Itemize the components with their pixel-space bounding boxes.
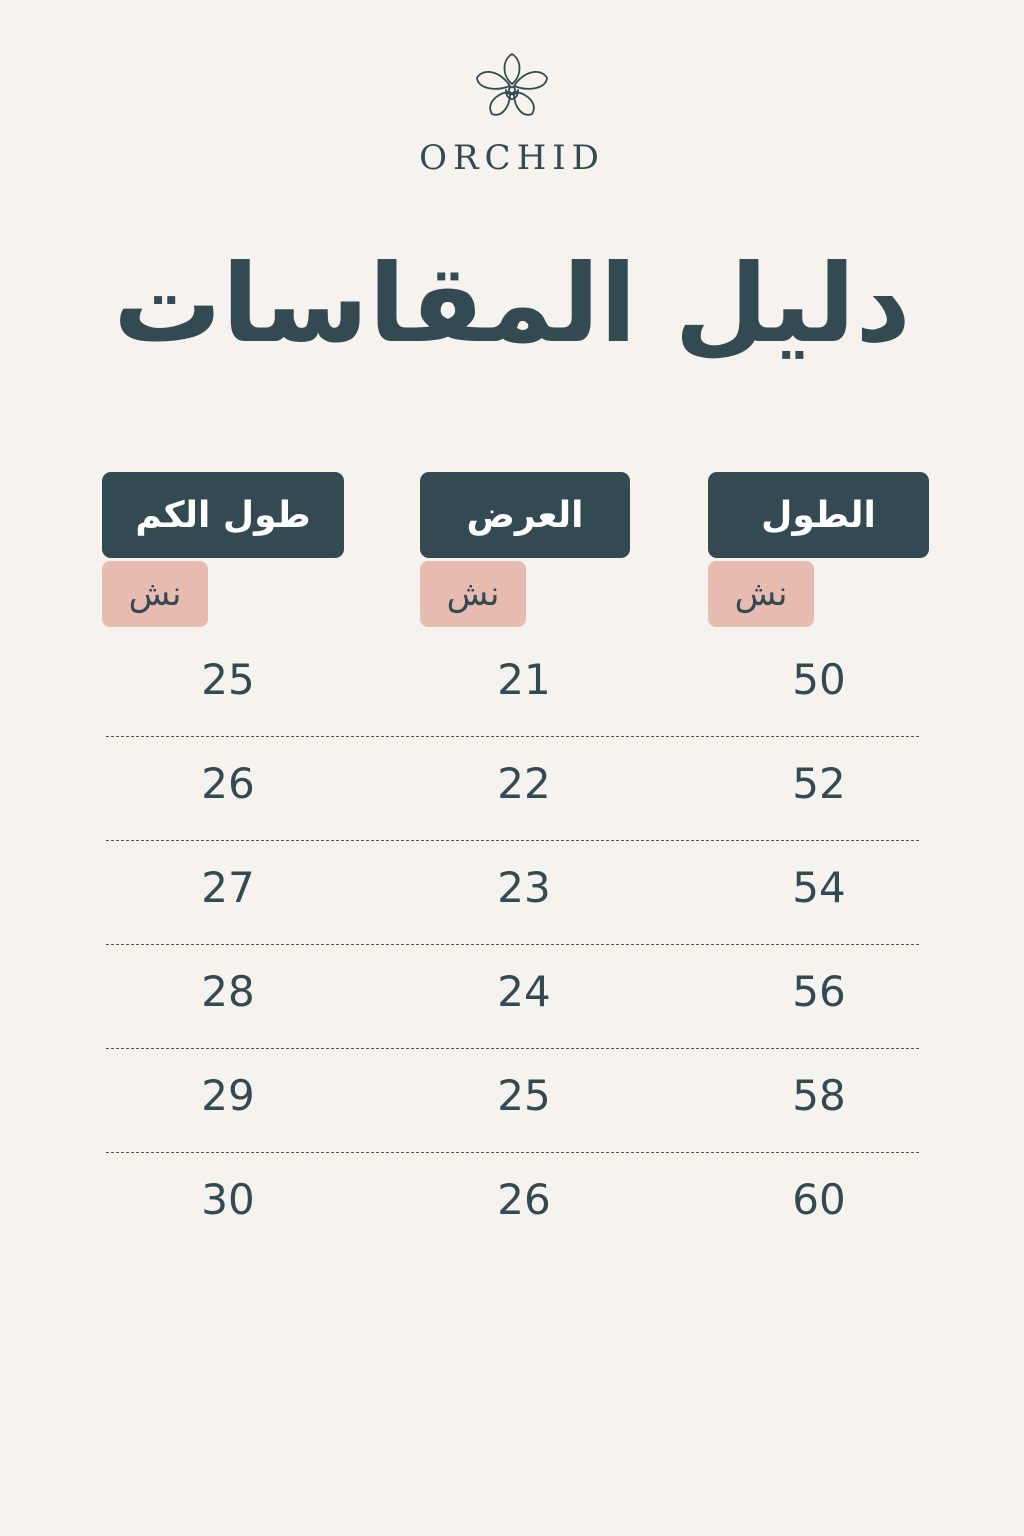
table-row [106, 841, 919, 945]
brand-logo [0, 50, 1024, 178]
sleeve-value: 28 [201, 967, 255, 1016]
width-value: 24 [497, 967, 551, 1016]
sleeve-value: 27 [201, 863, 255, 912]
width-value: 21 [497, 655, 551, 704]
sleeve-value: 30 [201, 1175, 255, 1224]
sleeve-value: 26 [201, 759, 255, 808]
length-value: 58 [792, 1071, 846, 1120]
length-value: 60 [792, 1175, 846, 1224]
orchid-flower-icon [472, 50, 552, 124]
unit-badge-length: نش [708, 561, 814, 627]
length-value: 52 [792, 759, 846, 808]
table-row [106, 945, 919, 1049]
length-value: 56 [792, 967, 846, 1016]
width-value: 25 [497, 1071, 551, 1120]
table-row [106, 737, 919, 841]
sleeve-value: 29 [201, 1071, 255, 1120]
width-value: 26 [497, 1175, 551, 1224]
table-row [106, 1049, 919, 1153]
width-value: 23 [497, 863, 551, 912]
unit-badge-width: نش [420, 561, 526, 627]
sleeve-value: 25 [201, 655, 255, 704]
unit-badge-sleeve: نش [102, 561, 208, 627]
header-width: العرض [420, 472, 630, 558]
header-length: الطول [708, 472, 929, 558]
length-value: 50 [792, 655, 846, 704]
page-title: دليل المقاسات [113, 242, 911, 367]
table-row [106, 1153, 919, 1257]
header-sleeve-length: طول الكم [102, 472, 344, 558]
table-row [106, 633, 919, 737]
width-value: 22 [497, 759, 551, 808]
brand-name: ORCHID [419, 138, 605, 178]
length-value: 54 [792, 863, 846, 912]
size-table [106, 633, 919, 1257]
